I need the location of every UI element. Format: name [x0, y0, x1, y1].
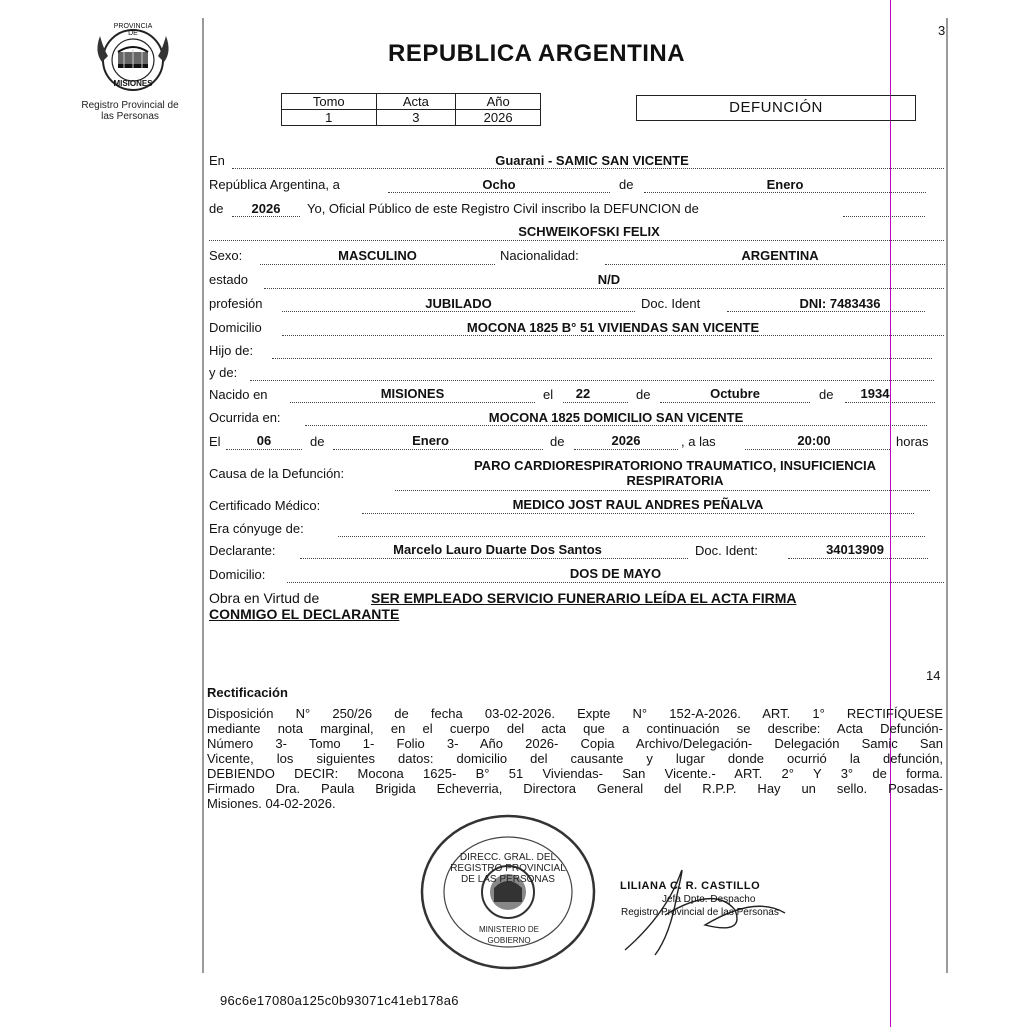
sexo-label: Sexo: — [209, 248, 243, 263]
sexo-value: MASCULINO — [338, 248, 417, 263]
left-margin-line — [202, 18, 204, 973]
yo-text: Yo, Oficial Público de este Registro Civil inscribo la DEFUNCION de — [307, 201, 699, 216]
declarante-dots — [300, 558, 688, 559]
ocurrida-label: Ocurrida en: — [209, 410, 281, 425]
def-dia-value: 06 — [256, 433, 272, 448]
de5-label: de — [310, 434, 325, 449]
docident-dots — [727, 311, 925, 312]
el-label: el — [543, 387, 554, 402]
logo-caption — [60, 100, 200, 122]
nacionalidad-dots — [605, 264, 945, 265]
causa-label: Causa de la Defunción: — [209, 466, 345, 481]
hora-dots — [745, 449, 890, 450]
obra-line-2: CONMIGO EL DECLARANTE — [209, 606, 400, 622]
domicilio2-dots — [287, 582, 944, 583]
tomo-acta-anio-table — [281, 93, 541, 126]
rectificacion-line: Número 3- Tomo 1- Folio 3- Año 2026- Copia Archivo/Delegación- Delegación Samic San — [207, 736, 943, 751]
domicilio-label: Domicilio — [209, 320, 262, 335]
nac-anio-value: 1934 — [860, 386, 890, 401]
acta-value: 3 — [376, 110, 456, 126]
logo-caption-line-2: las Personas — [101, 111, 159, 122]
anio-label: Año — [456, 94, 541, 110]
dia-dots — [388, 192, 610, 193]
de3-label: de — [636, 387, 651, 402]
nac-anio-dots — [845, 402, 935, 403]
hijo-label: Hijo de: — [209, 343, 254, 358]
def-anio-value: 2026 — [611, 433, 641, 448]
causa-line-1: PARO CARDIORESPIRATORIONO TRAUMATICO, INSUFICIENCIA — [473, 458, 877, 473]
nacido-dots — [290, 402, 535, 403]
en-label: En — [209, 153, 225, 168]
declarante-value: Marcelo Lauro Duarte Dos Santos — [393, 542, 602, 557]
yo-dots — [843, 216, 925, 217]
profesion-value: JUBILADO — [425, 296, 492, 311]
ocurrida-value: MOCONA 1825 DOMICILIO SAN VICENTE — [488, 410, 744, 425]
en-dots — [232, 168, 944, 169]
certificado-value: MEDICO JOST RAUL ANDRES PEÑALVA — [512, 497, 764, 512]
logo-caption-line-1: Registro Provincial de — [81, 100, 179, 111]
dia-value: Ocho — [482, 177, 516, 192]
rectificacion-line: Firmado Dra. Paula Brigida Echeverria, Directora General del R.P.P. Hay un sello. Posadas- — [207, 781, 943, 796]
province-logo — [88, 22, 178, 92]
logo-ring-top-text: PROVINCIA DE — [113, 23, 153, 37]
certificado-label: Certificado Médico: — [209, 498, 321, 513]
estado-value: N/D — [597, 272, 621, 287]
republica-label: República Argentina, a — [209, 177, 340, 192]
nac-dia-value: 22 — [575, 386, 591, 401]
logo-ring-bottom-text: MISIONES — [113, 79, 153, 88]
domicilio2-value: DOS DE MAYO — [569, 566, 662, 581]
rectificacion-line: DEBIENDO DECIR: Mocona 1625- B° 51 Viviendas- San Vicente.- ART. 2° Y 3° de forma. — [207, 766, 943, 781]
nac-mes-dots — [660, 402, 810, 403]
tomo-label: Tomo — [282, 94, 377, 110]
horas-label: horas — [896, 434, 929, 449]
rectificacion-line: Disposición N° 250/26 de fecha 03-02-2026. Expte N° 152-A-2026. ART. 1° RECTIFÍQUESE — [207, 706, 943, 721]
sexo-dots — [260, 264, 495, 265]
causa-line-2: RESPIRATORIA — [626, 473, 724, 488]
document-title: REPUBLICA ARGENTINA — [388, 40, 686, 67]
hora-value: 20:00 — [797, 433, 831, 448]
signature-name: LILIANA C. R. CASTILLO — [620, 880, 761, 892]
decl-doc-value: 34013909 — [826, 542, 884, 557]
rectificacion-line: Vicente, los siguientes datos: domicilio del causante y lugar donde ocurrió la defunción, — [207, 751, 943, 766]
yde-label: y de: — [209, 365, 238, 380]
stamp-ring-text: DIRECC. GRAL. DEL REGISTRO PROVINCIAL DE LAS PERSONAS — [450, 852, 566, 885]
alas-label: , a las — [681, 434, 716, 449]
el2-label: El — [209, 434, 221, 449]
nac-mes-value: Octubre — [710, 386, 760, 401]
en-value: Guarani - SAMIC SAN VICENTE — [495, 153, 689, 168]
def-mes-value: Enero — [412, 433, 449, 448]
signature-role: Jefa Dpto. Despacho — [662, 894, 756, 905]
de2-label: de — [209, 201, 224, 216]
obra-line-1: SER EMPLEADO SERVICIO FUNERARIO LEÍDA EL ACTA FIRMA — [371, 590, 797, 606]
conyuge-dots — [338, 536, 925, 537]
certificado-dots — [362, 513, 914, 514]
declarante-label: Declarante: — [209, 543, 276, 558]
def-anio-dots — [574, 449, 678, 450]
rectificacion-line: mediante nota marginal, en el cuerpo del acta que a continuación se describe: Acta Defunción- — [207, 721, 943, 736]
rectificacion-line: Misiones. 04-02-2026. — [207, 796, 336, 811]
tomo-value: 1 — [282, 110, 377, 126]
nombre-dots — [209, 240, 944, 241]
domicilio2-label: Domicilio: — [209, 567, 266, 582]
conyuge-label: Era cónyuge de: — [209, 521, 304, 536]
official-stamp — [418, 812, 598, 972]
domicilio-dots — [282, 335, 944, 336]
domicilio-value: MOCONA 1825 B° 51 VIVIENDAS SAN VICENTE — [466, 320, 760, 335]
estado-dots — [264, 288, 944, 289]
signature-office: Registro Provincial de las Personas — [621, 907, 779, 918]
mes-value: Enero — [766, 177, 804, 192]
stamp-inner-text: MINISTERIO DE GOBIERNO — [478, 925, 539, 945]
yde-dots — [250, 380, 934, 381]
rectificacion-title: Rectificación — [207, 685, 288, 700]
anio-value: 2026 — [456, 110, 541, 126]
nombre-value: SCHWEIKOFSKI FELIX — [518, 224, 660, 239]
mes-dots — [644, 192, 926, 193]
page-number-14: 14 — [926, 668, 941, 683]
rectificacion-body — [207, 706, 943, 811]
hijo-dots — [272, 358, 932, 359]
de-label: de — [619, 177, 634, 192]
decl-doc-label: Doc. Ident: — [695, 543, 758, 558]
profesion-dots — [282, 311, 635, 312]
nacido-label: Nacido en — [209, 387, 268, 402]
document-hash: 96c6e17080a125c0b93071c41eb178a6 — [220, 993, 459, 1008]
de6-label: de — [550, 434, 565, 449]
profesion-label: profesión — [209, 296, 263, 311]
obra-label: Obra en Virtud de — [209, 590, 320, 606]
act-type-box: DEFUNCIÓN — [636, 95, 916, 121]
anio-dots — [232, 216, 300, 217]
de4-label: de — [819, 387, 834, 402]
ocurrida-dots — [305, 425, 927, 426]
def-mes-dots — [333, 449, 543, 450]
docident-label: Doc. Ident — [641, 296, 701, 311]
nac-dia-dots — [563, 402, 628, 403]
def-dia-dots — [226, 449, 302, 450]
page-number: 3 — [938, 23, 946, 38]
anio-value: 2026 — [251, 201, 281, 216]
nacionalidad-label: Nacionalidad: — [500, 248, 579, 263]
estado-label: estado — [209, 272, 249, 287]
causa-dots — [395, 490, 930, 491]
acta-label: Acta — [376, 94, 456, 110]
nacionalidad-value: ARGENTINA — [741, 248, 819, 263]
nacido-value: MISIONES — [380, 386, 445, 401]
docident-value: DNI: 7483436 — [799, 296, 881, 311]
decl-doc-dots — [788, 558, 928, 559]
